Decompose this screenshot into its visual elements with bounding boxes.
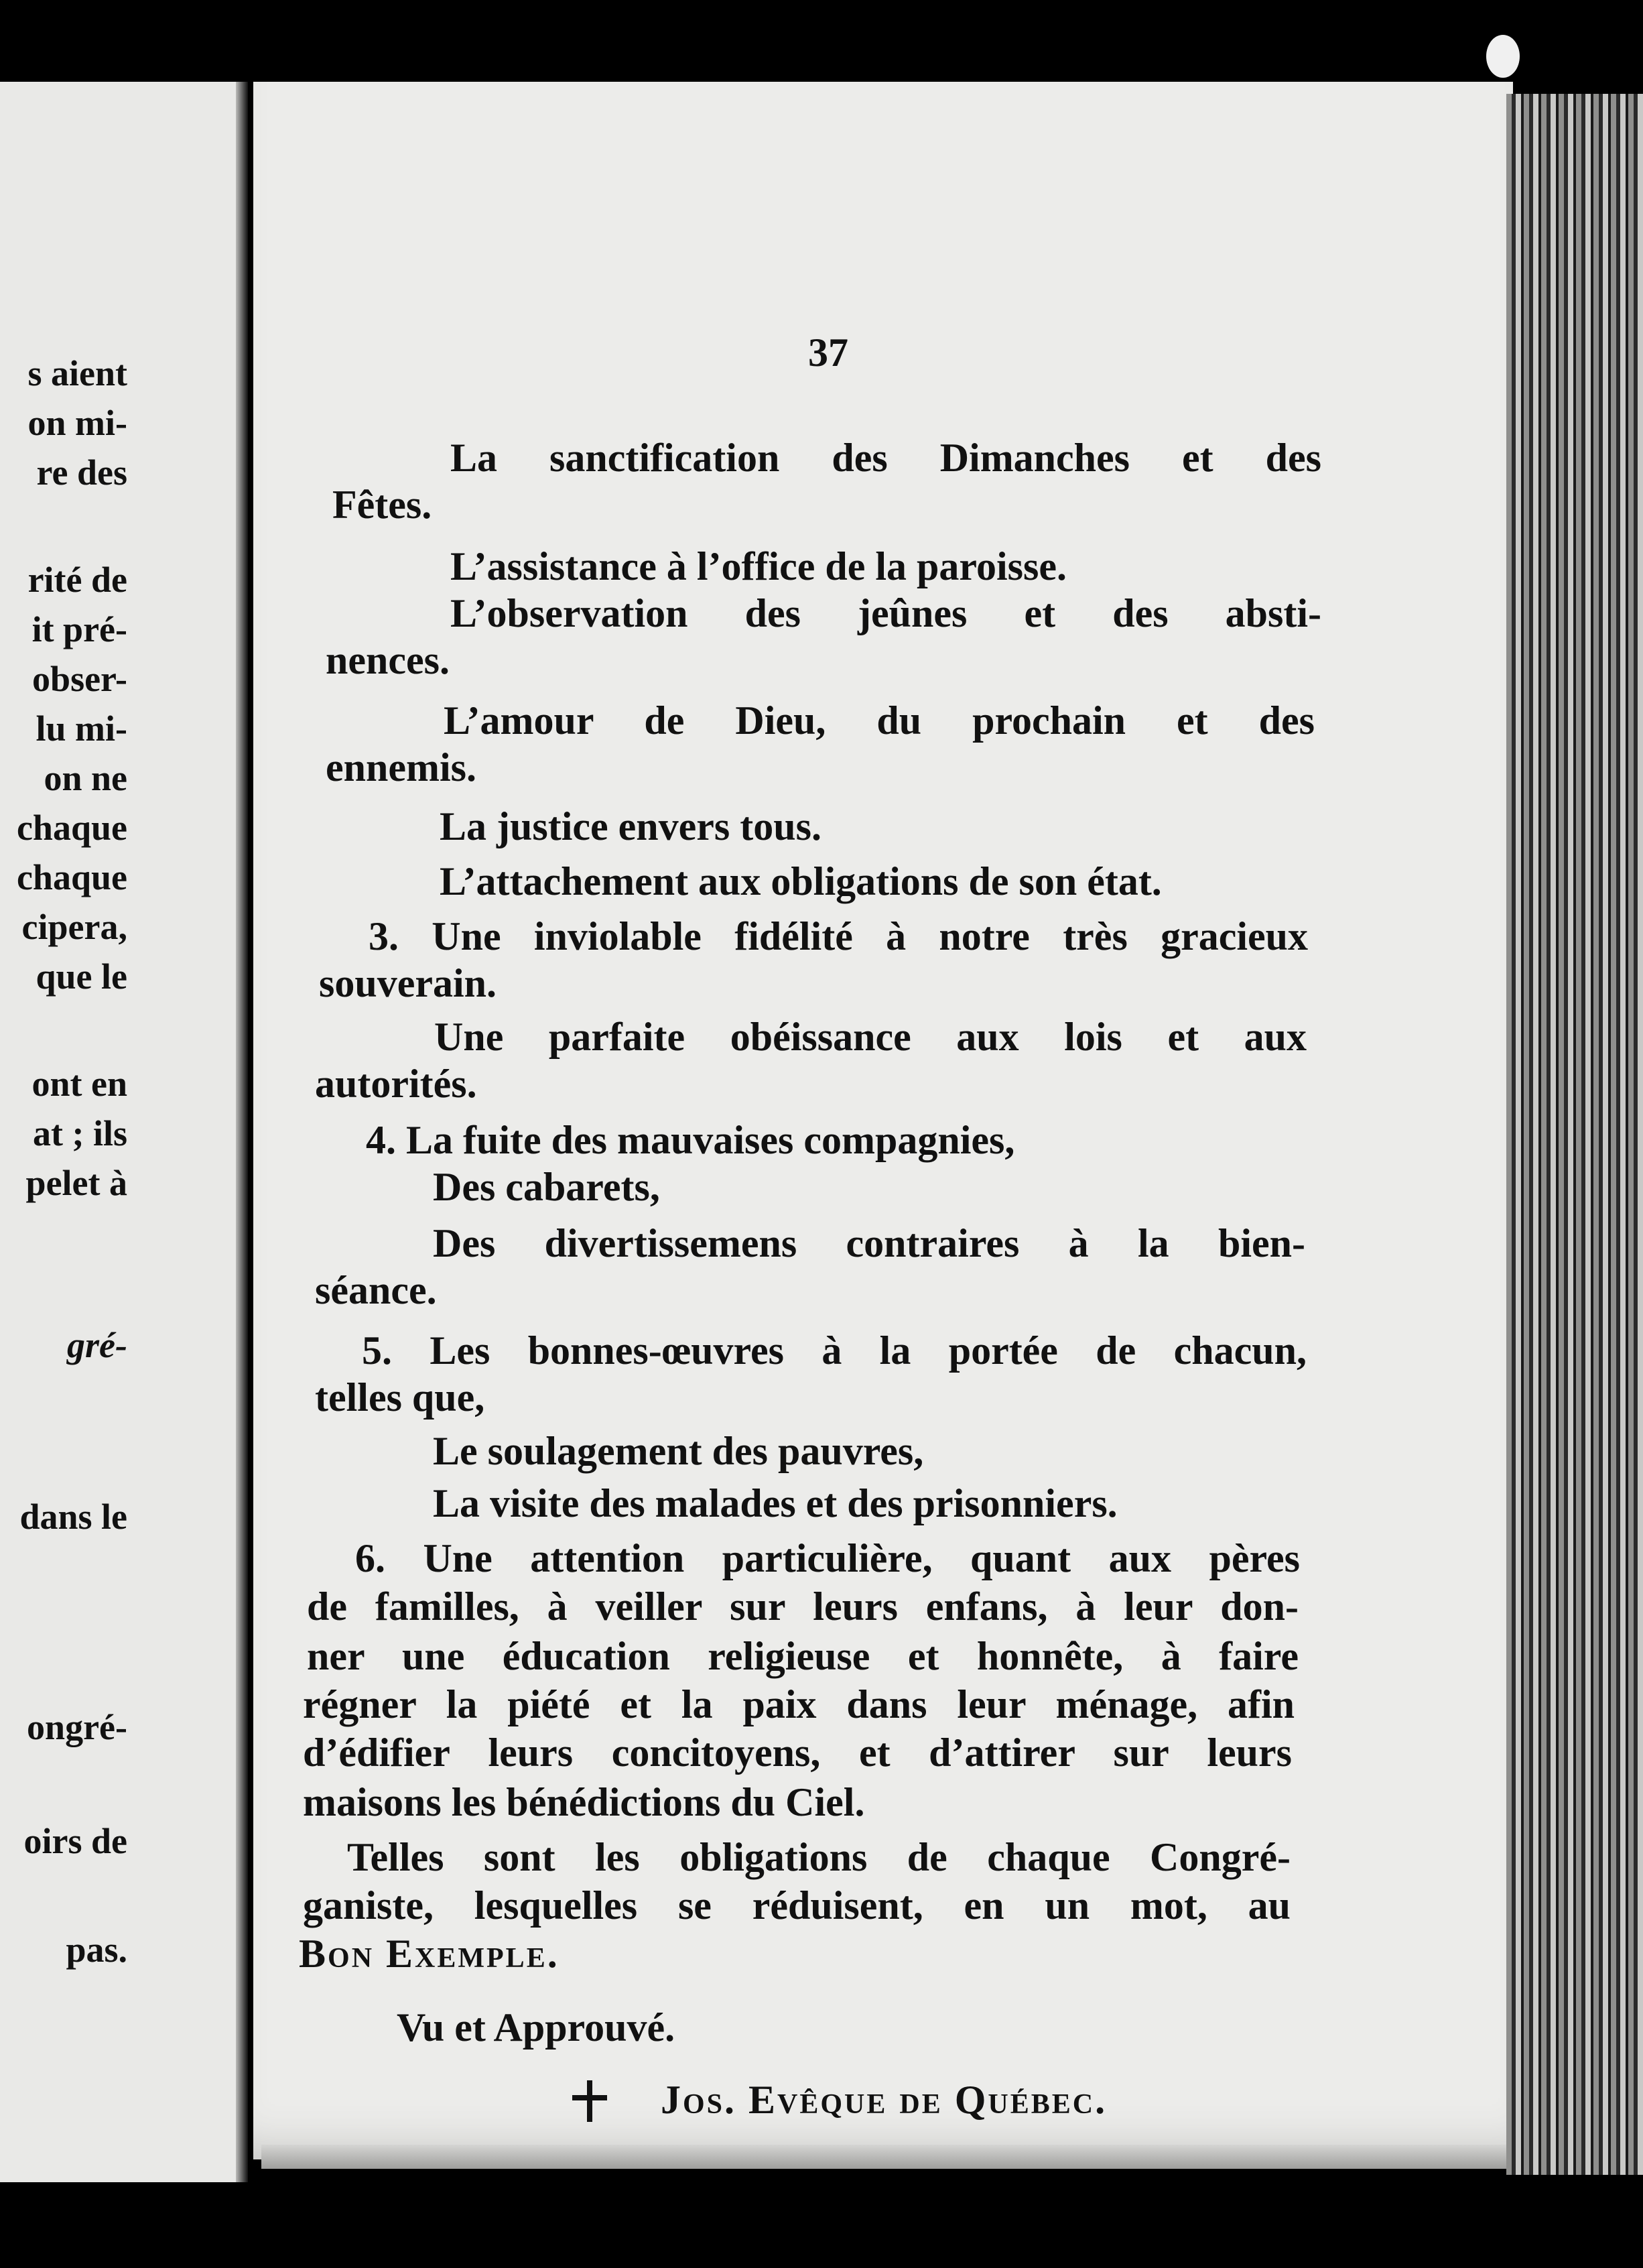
text-line: séance.	[315, 1268, 437, 1312]
text-line: Des divertissemens contraires à la bien-	[433, 1221, 1305, 1265]
text-line: 6. Une attention particulière, quant aux pères	[355, 1536, 1300, 1580]
text-line: maisons les bénédictions du Ciel.	[303, 1780, 865, 1824]
left-page-fragment: cipera,	[21, 907, 127, 947]
text-line: souverain.	[319, 961, 497, 1005]
text-line: ganiste, lesquelles se réduisent, en un mot, au	[303, 1883, 1291, 1928]
signature-line: Jos. Evêque de Québec.	[661, 2078, 1108, 2122]
left-page-fragment: oirs de	[23, 1821, 127, 1861]
left-page-fragment: rité de	[27, 560, 127, 600]
text-line: 3. Une inviolable fidélité à notre très gracieux	[369, 914, 1308, 958]
text-line: L’attachement aux obligations de son état.	[440, 859, 1162, 903]
text-line: 5. Les bonnes-œuvres à la portée de chacun,	[362, 1328, 1307, 1373]
book-gutter	[236, 82, 248, 2182]
previous-page	[0, 82, 236, 2182]
left-page-fragment: re des	[36, 452, 127, 493]
text-line: Telles sont les obligations de chaque Congré-	[347, 1835, 1291, 1879]
bishop-cross-icon	[568, 2078, 611, 2125]
text-line: L’assistance à l’office de la paroisse.	[450, 544, 1067, 588]
text-line: régner la piété et la paix dans leur ménage, afin	[303, 1682, 1295, 1726]
text-line: autorités.	[315, 1062, 477, 1106]
text-line: ennemis.	[326, 745, 476, 790]
paper-spot	[1486, 35, 1520, 78]
left-page-fragment: gré-	[67, 1325, 127, 1365]
text-line: L’observation des jeûnes et des absti-	[450, 591, 1321, 635]
text-line: nences.	[326, 638, 450, 682]
text-line: Fêtes.	[332, 483, 432, 527]
left-page-fragment: pelet à	[25, 1163, 127, 1203]
text-line: Des cabarets,	[433, 1165, 660, 1209]
text-line: Le soulagement des pauvres,	[433, 1429, 924, 1473]
text-line: Bon Exemple.	[299, 1932, 560, 1976]
left-page-fragment: pas.	[66, 1930, 127, 1970]
text-line: La visite des malades et des prisonniers.	[433, 1481, 1118, 1525]
left-page-fragment: ongré-	[27, 1707, 127, 1747]
text-line: La justice envers tous.	[440, 804, 822, 848]
text-line: 4. La fuite des mauvaises compagnies,	[366, 1118, 1015, 1162]
left-page-fragment: ont en	[31, 1064, 127, 1104]
left-page-fragment: dans le	[19, 1497, 127, 1537]
left-page-fragment: at ; ils	[33, 1113, 127, 1153]
text-line: La sanctification des Dimanches et des	[450, 436, 1321, 480]
page-number: 37	[808, 330, 848, 375]
text-line: de familles, à veiller sur leurs enfans, à leur don-	[307, 1584, 1299, 1629]
text-line: d’édifier leurs concitoyens, et d’attirer sur leurs	[303, 1730, 1292, 1775]
left-page-fragment: lu mi-	[36, 708, 127, 749]
left-page-fragment: s aient	[27, 353, 127, 393]
left-page-fragment: it pré-	[31, 609, 127, 649]
text-line: Une parfaite obéissance aux lois et aux	[434, 1015, 1307, 1059]
text-line: ner une éducation religieuse et honnête, à faire	[307, 1634, 1299, 1678]
left-page-fragment: on mi-	[27, 403, 127, 443]
left-page-fragment: que le	[36, 956, 127, 997]
text-line: telles que,	[315, 1375, 485, 1420]
left-page-fragment: obser-	[32, 659, 127, 699]
approval-line: Vu et Approuvé.	[397, 2005, 675, 2050]
left-page-fragment: chaque	[16, 808, 127, 848]
text-line: L’amour de Dieu, du prochain et des	[444, 698, 1315, 743]
page-bottom-edge	[261, 2145, 1521, 2169]
left-page-fragment: on ne	[44, 758, 127, 798]
left-page-fragment: chaque	[16, 857, 127, 897]
stacked-page-edges	[1506, 94, 1643, 2175]
